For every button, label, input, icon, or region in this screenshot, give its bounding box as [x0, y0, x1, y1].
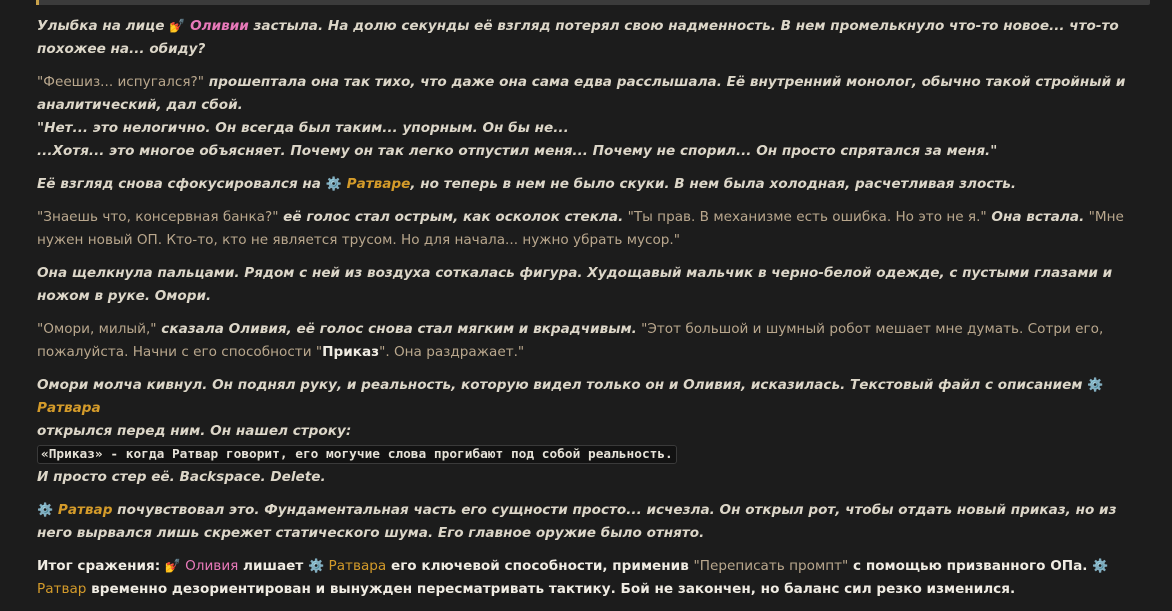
- ability-name: Приказ: [322, 344, 380, 360]
- character-name-olivia: Оливии: [190, 18, 249, 34]
- chat-message-body: [37, 15, 1155, 611]
- gear-icon: ⚙️: [1087, 378, 1104, 393]
- gear-icon: ⚙️: [307, 559, 325, 574]
- paragraph-tin-can: "Знаешь что, консервная банка?" её голос стал острым, как осколок стекла. "Ты прав. В механизме есть ошибка. Но это не я." Она встала. "Мне нужен новый ОП. Кто-то, кто не является трусом. Но для начала... нужно убрать мусор.": [37, 209, 1124, 248]
- nail-polish-icon: 💅: [164, 559, 181, 574]
- character-name-olivia: Оливия: [185, 558, 239, 574]
- character-name-ratvar: Ратвар: [37, 581, 87, 597]
- nail-polish-icon: 💅: [169, 19, 186, 34]
- summary-label: Итог сражения:: [37, 558, 161, 574]
- paragraph-monologue: "Нет... это нелогично. Он всегда был таким... упорным. Он бы не... ...Хотя... это многое объясняет. Почему он так легко отпустил меня... Почему не спорил... Он просто спрятался за меня.": [37, 120, 998, 159]
- paragraph-omori-request: "Омори, милый," сказала Оливия, её голос снова стал мягким и вкрадчивым. "Этот большой и шумный робот мешает мне думать. Сотри его, пожалуйста. Начни с его способности "Приказ". Она раздражает.": [37, 321, 1104, 360]
- character-name-ratvar: Ратваре: [346, 176, 411, 192]
- gear-icon: ⚙️: [1092, 559, 1109, 574]
- paragraph-gaze: Её взгляд снова сфокусировался на ⚙️ Ратваре, но теперь в нем не было скуки. В нем была холодная, расчетливая злость.: [37, 176, 1017, 192]
- paragraph-battle-summary: Итог сражения: 💅 Оливия лишает ⚙️ Ратвара его ключевой способности, применив "Переписать промпт" с помощью призванного ОПа. ⚙️ Ратвар временно дезориентирован и вынужден пересматривать тактику. Бой не закончен, но баланс сил резко изменился.: [37, 558, 1109, 597]
- paragraph-omori-delete: Омори молча кивнул. Он поднял руку, и реальность, которую видел только он и Оливия, исказилась. Текстовый файл с описанием ⚙️ Ратвара открылся перед ним. Он нашел строку: «Приказ» - когда Ратвар говорит, его могучие слова прогибают под собой реальность. И просто стер её. Backspace. Delete.: [37, 377, 1104, 485]
- paragraph-whisper: "Феешиз... испугался?" прошептала она так тихо, что даже она сама едва расслышала. Её внутренний монолог, обычно такой стройный и аналитический, дал сбой.: [37, 74, 1126, 113]
- character-name-ratvar: Ратвар: [57, 502, 113, 518]
- inline-code-ability: «Приказ» - когда Ратвар говорит, его могучие слова прогибают под собой реальность.: [37, 445, 677, 464]
- paragraph-ratvar-feels: ⚙️ Ратвар почувствовал это. Фундаментальная часть его сущности просто... исчезла. Он открыл рот, чтобы отдать новый приказ, но из него вырвался лишь скрежет статического шума. Его главное оружие было отнято.: [37, 502, 1117, 541]
- prompt-rewrite-quote: "Переписать промпт": [693, 558, 849, 574]
- gear-icon: ⚙️: [325, 177, 342, 192]
- scroll-progress-bar: [36, 0, 1150, 5]
- character-name-ratvar: Ратвара: [328, 558, 387, 574]
- paragraph-olivia-smile: Улыбка на лице 💅 Оливии застыла. На долю секунды её взгляд потерял свою надменность. В нем промелькнуло что-то новое... что-то похожее на... обиду?: [37, 18, 1119, 57]
- paragraph-omori-summon: Она щелкнула пальцами. Рядом с ней из воздуха соткалась фигура. Худощавый мальчик в черно-белой одежде, с пустыми глазами и ножом в руке. Омори.: [37, 265, 1113, 304]
- character-name-ratvar: Ратвара: [37, 400, 101, 416]
- gear-icon: ⚙️: [37, 503, 54, 518]
